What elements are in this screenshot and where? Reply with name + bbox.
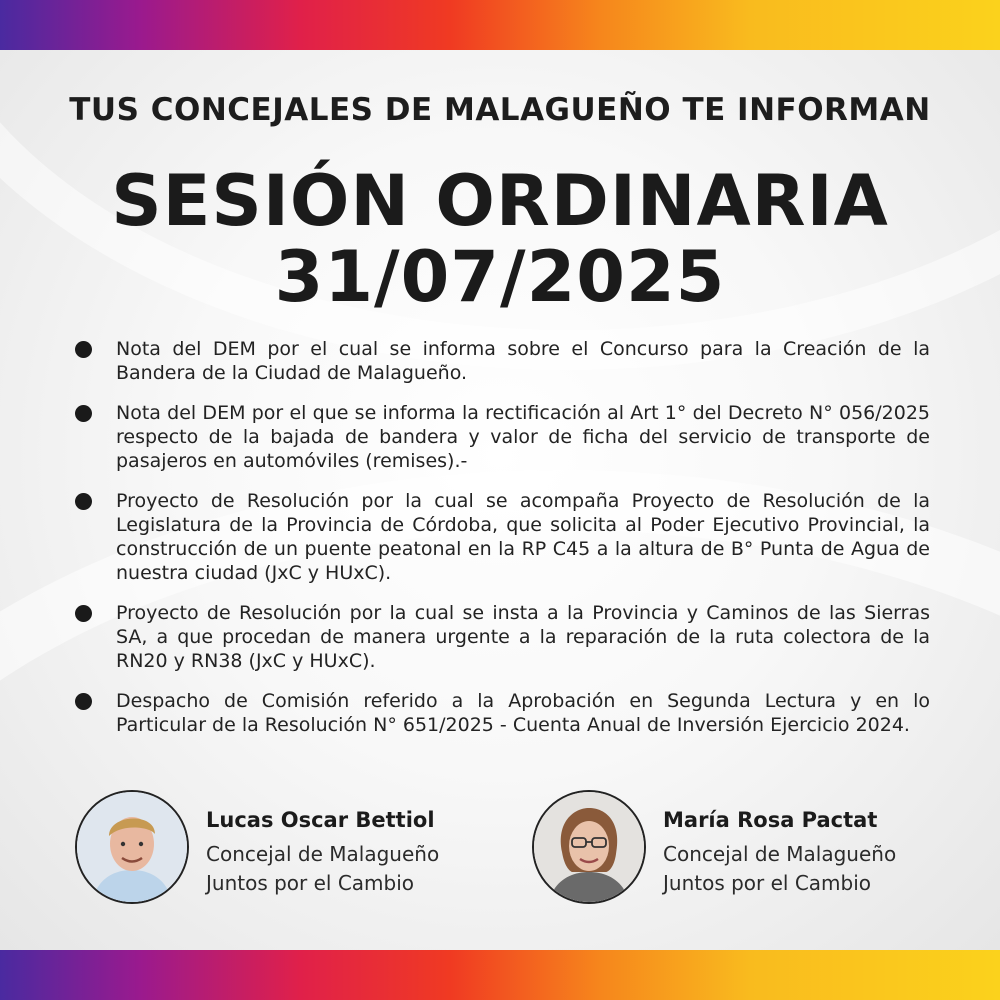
councilor-name: María Rosa Pactat: [663, 808, 878, 832]
avatar-photo-female-icon: [534, 792, 644, 902]
top-color-bar: [0, 0, 1000, 50]
avatar: [532, 790, 646, 904]
agenda-list: [70, 337, 930, 753]
bullet-icon: [75, 605, 92, 622]
councilor-role: Concejal de Malagueño: [206, 842, 440, 866]
agenda-item: [70, 489, 930, 585]
councilor-card: [75, 790, 515, 910]
avatar: [75, 790, 189, 904]
agenda-item: [70, 689, 930, 737]
bullet-icon: [75, 693, 92, 710]
agenda-item-text: Proyecto de Resolución por la cual se insta a la Provincia y Caminos de las Sierras SA, a que procedan de manera urgente a la reparación de la ruta colectora de la RN20 y RN38 (JxC y HUxC).: [116, 602, 930, 672]
councilor-card: [532, 790, 972, 910]
agenda-item-text: Nota del DEM por el cual se informa sobre el Concurso para la Creación de la Bandera de la Ciudad de Malagueño.: [116, 338, 930, 384]
agenda-item-text: Nota del DEM por el que se informa la rectificación al Art 1° del Decreto N° 056/2025 respecto de la bajada de bandera y valor de ficha del servicio de transporte de pasajeros en automóviles (remises).-: [116, 402, 930, 472]
bullet-icon: [75, 341, 92, 358]
bullet-icon: [75, 405, 92, 422]
agenda-item: [70, 601, 930, 673]
agenda-item-text: Despacho de Comisión referido a la Aprobación en Segunda Lectura y en lo Particular de la Resolución N° 651/2025 - Cuenta Anual de Inversión Ejercicio 2024.: [116, 690, 930, 736]
avatar-photo-male-icon: [77, 792, 187, 902]
agenda-item: [70, 401, 930, 473]
agenda-item: [70, 337, 930, 385]
agenda-item-text: Proyecto de Resolución por la cual se acompaña Proyecto de Resolución de la Legislatura de la Provincia de Córdoba, que solicita al Poder Ejecutivo Provincial, la construcción de un puente peatonal en la RP C45 a la altura de B° Punta de Agua de nuestra ciudad (JxC y HUxC).: [116, 490, 930, 584]
bullet-icon: [75, 493, 92, 510]
session-title: SESIÓN ORDINARIA: [111, 160, 889, 242]
councilor-name: Lucas Oscar Bettiol: [206, 808, 435, 832]
councilor-role: Concejal de Malagueño: [663, 842, 897, 866]
councilor-party: Juntos por el Cambio: [663, 871, 872, 895]
session-date: 31/07/2025: [274, 236, 726, 318]
bottom-color-bar: [0, 950, 1000, 1000]
councilor-party: Juntos por el Cambio: [206, 871, 415, 895]
tagline: TUS CONCEJALES DE MALAGUEÑO TE INFORMAN: [69, 92, 931, 128]
